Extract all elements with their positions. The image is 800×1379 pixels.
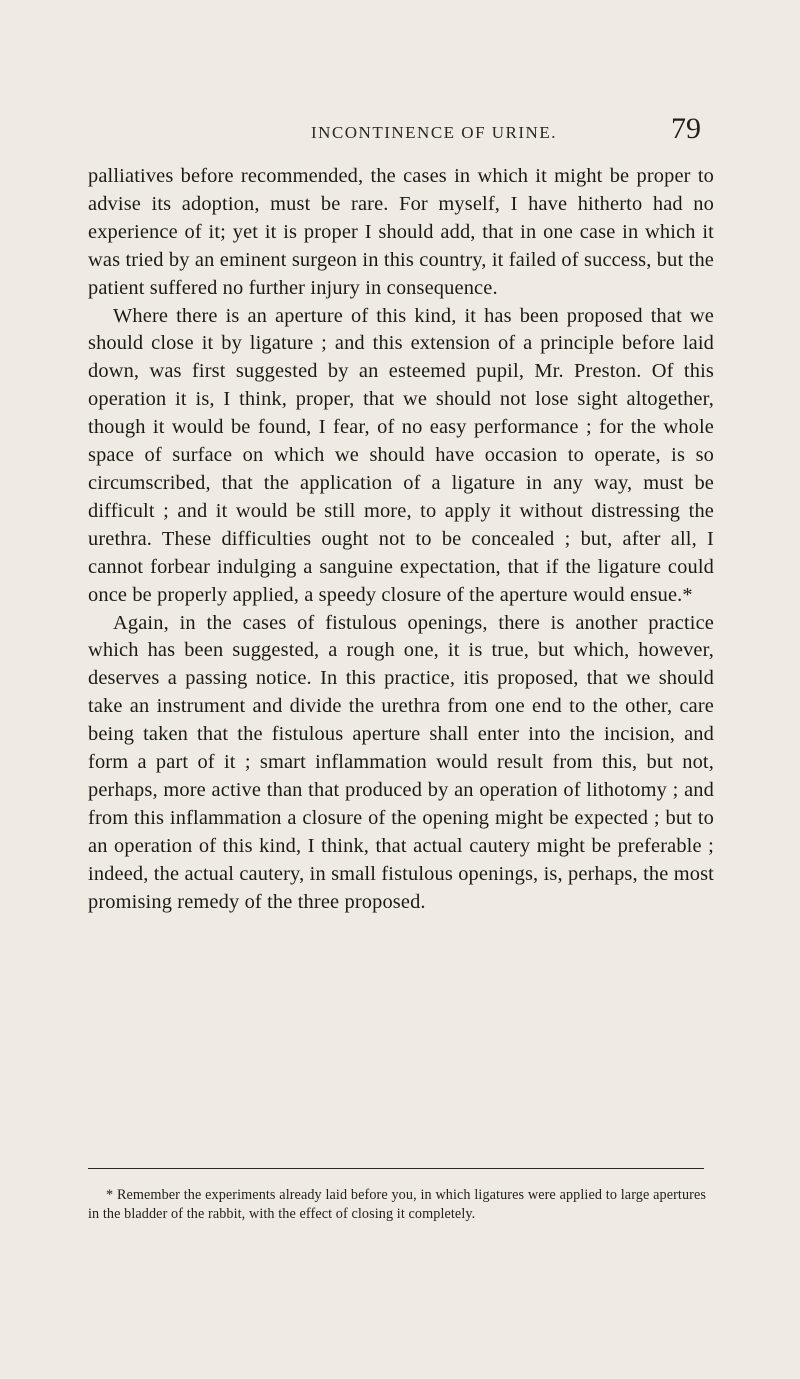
footnote: * Remember the experiments already laid before you, in which ligatures were applied to large apertures in the bladder of the rabbit, with the effect of closing it completely.: [88, 1187, 706, 1222]
body-text: [88, 163, 714, 916]
paragraph-fistulous-openings: Again, in the cases of fistulous openings, there is another practice which has been suggested, a rough one, it is true, but which, however, deserves a passing notice. In this practice, itis proposed, that we should take an instrument and divide the urethra from one end to the other, care being taken that the fistulous aperture shall enter into the incision, and form a part of it ; smart inflammation would result from this, but not, perhaps, more active than that produced by an operation of lithotomy ; and from this inflammation a closure of the opening might be expected ; but to an operation of this kind, I think, that actual cautery might be preferable ; indeed, the actual cautery, in small fistulous openings, is, perhaps, the most promising remedy of the three proposed.: [88, 611, 714, 913]
paragraph-palliatives: palliatives before recommended, the cases in which it might be proper to advise its adoption, must be rare. For myself, I have hitherto had no experience of it; yet it is proper I should add, that in one case in which it was tried by an eminent surgeon in this country, it failed of success, but the patient suffered no further injury in consequence.: [88, 165, 714, 299]
footnote-divider: [88, 1168, 704, 1169]
running-title: INCONTINENCE OF URINE.: [311, 123, 557, 142]
running-header: [0, 107, 800, 147]
paragraph-ligature: Where there is an aperture of this kind, it has been proposed that we should close it by ligature ; and this extension of a principle before laid down, was first suggested by an esteemed pupil, Mr. Preston. Of this operation it is, I think, proper, that we should not lose sight altogether, though it would be found, I fear, of no easy performance ; for the whole space of surface on which we should have occasion to operate, is so circumscribed, that the application of a ligature in any way, must be difficult ; and it would be still more, to apply it without distressing the urethra. These difficulties ought not to be concealed ; but, after all, I cannot forbear indulging a sanguine expectation, that if the ligature could once be properly applied, a speedy closure of the aperture would ensue.*: [88, 304, 714, 606]
page-number: 79: [671, 112, 701, 145]
